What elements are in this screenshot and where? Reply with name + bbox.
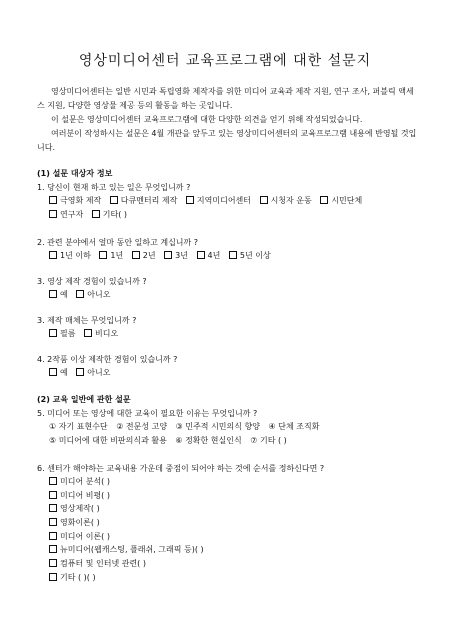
page-title: 영상미디어센터 교육프로그램에 대한 설문지 <box>78 53 372 69</box>
option-checkbox[interactable]: 아니오 <box>76 368 110 377</box>
option-checkbox[interactable]: 다큐멘터리 제작 <box>110 196 178 205</box>
checkbox-icon <box>49 545 57 553</box>
option-checkbox[interactable]: 컴퓨터 및 인터넷 관련( ) <box>37 557 427 571</box>
checkbox-icon <box>164 251 172 259</box>
option-checkbox[interactable]: 4년 <box>197 251 221 260</box>
checkbox-icon <box>49 518 57 526</box>
checkbox-icon <box>49 491 57 499</box>
question-text: 5. 미디어 또는 영상에 대한 교육이 필요한 이유는 무엇입니까 ? <box>37 409 258 418</box>
checkbox-icon <box>49 329 57 337</box>
option-checkbox[interactable]: 1년 <box>99 251 123 260</box>
checkbox-icon <box>110 196 118 204</box>
option-checkbox[interactable]: 비디오 <box>84 329 118 338</box>
checkbox-icon <box>49 573 57 581</box>
checkbox-icon <box>186 196 194 204</box>
option-checkbox[interactable]: 1년 이하 <box>49 251 91 260</box>
option-checkbox[interactable]: 미디어 분석( ) <box>37 475 427 489</box>
checkbox-icon <box>99 251 107 259</box>
checkbox-icon <box>49 368 57 376</box>
option-checkbox[interactable]: 영화이론( ) <box>37 516 427 530</box>
checkbox-icon <box>132 251 140 259</box>
question-2 <box>37 236 427 263</box>
intro-paragraph: 영상미디어센터는 일반 시민과 독립영화 제작자를 위한 미디어 교육과 제작 지원, 연구 조사, 퍼블릭 액세스 지원, 다양한 영상물 제공 등의 활동을 하는 곳입니다. <box>37 87 414 110</box>
option-item[interactable]: ⑤ 미디어에 대한 비판의식과 활용 <box>49 436 167 445</box>
option-checkbox[interactable]: 기타 ( )( ) <box>37 571 427 585</box>
question-text: 1. 당신이 현재 하고 있는 일은 무엇입니까 ? <box>37 183 191 192</box>
option-checkbox[interactable]: 극영화 제작 <box>49 196 101 205</box>
question-text: 2. 관련 분야에서 얼마 동안 일하고 계십니까 ? <box>37 238 199 247</box>
option-checkbox[interactable]: 3년 <box>164 251 188 260</box>
option-checkbox[interactable]: 미디어 비평( ) <box>37 489 427 503</box>
question-4 <box>37 353 427 380</box>
option-checkbox[interactable]: 미디어 이론( ) <box>37 530 427 544</box>
question-6 <box>37 462 427 585</box>
checkbox-icon <box>49 196 57 204</box>
option-checkbox[interactable]: 5년 이상 <box>229 251 271 260</box>
checkbox-icon <box>49 210 57 218</box>
question-5 <box>37 407 427 448</box>
checkbox-icon <box>92 210 100 218</box>
option-checkbox[interactable]: 아니오 <box>76 290 110 299</box>
intro-paragraph: 이 설문은 영상미디어센터 교육프로그램에 대한 다양한 의견을 얻기 위해 작성되었습니다. <box>51 115 363 124</box>
question-3 <box>37 275 427 302</box>
checkbox-icon <box>197 251 205 259</box>
checkbox-icon <box>260 196 268 204</box>
checkbox-icon <box>49 559 57 567</box>
checkbox-icon <box>49 251 57 259</box>
checkbox-icon <box>76 290 84 298</box>
option-checkbox[interactable]: 예 <box>49 290 68 299</box>
option-checkbox[interactable]: 예 <box>49 368 68 377</box>
option-item[interactable]: ⑥ 정확한 현실인식 <box>175 436 242 445</box>
checkbox-icon <box>76 368 84 376</box>
option-checkbox[interactable]: 2년 <box>132 251 156 260</box>
question-text: 6. 센터가 해야하는 교육내용 가운데 중점이 되어야 하는 것에 순서를 정하신다면 ? <box>37 464 325 473</box>
question-1 <box>37 181 427 222</box>
question-text: 3. 영상 제작 경험이 있습니까 ? <box>37 277 147 286</box>
option-checkbox[interactable]: 지역미디어센터 <box>186 196 251 205</box>
option-item[interactable]: ⑦ 기타 ( ) <box>250 436 287 445</box>
option-checkbox[interactable]: 필름 <box>49 329 75 338</box>
checkbox-icon <box>49 477 57 485</box>
section-heading-general: (2) 교육 일반에 관한 설문 <box>37 395 131 404</box>
option-item[interactable]: ① 자기 표현수단 <box>49 422 108 431</box>
option-checkbox[interactable]: 기타( ) <box>92 210 127 219</box>
option-item[interactable]: ④ 단체 조직화 <box>268 422 320 431</box>
checkbox-icon <box>49 290 57 298</box>
intro-paragraph: 여러분이 작성하시는 설문은 4월 개관을 앞두고 있는 영상미디어센터의 교육프로그램 내용에 반영될 것입니다. <box>37 129 417 152</box>
checkbox-icon <box>320 196 328 204</box>
checkbox-icon <box>49 504 57 512</box>
option-checkbox[interactable]: 뉴미디어(웹캐스팅, 플래쉬, 그래픽 등)( ) <box>37 543 427 557</box>
option-item[interactable]: ② 전문성 고양 <box>116 422 168 431</box>
question-text: 4. 2작품 이상 제작한 경험이 있습니까 ? <box>37 355 178 364</box>
option-item[interactable]: ③ 민주적 시민의식 향양 <box>175 422 260 431</box>
checkbox-icon <box>229 251 237 259</box>
question-3-media <box>37 314 427 341</box>
section-heading-respondent: (1) 설문 대상자 정보 <box>37 169 113 178</box>
option-checkbox[interactable]: 시청자 운동 <box>260 196 312 205</box>
intro-text <box>37 85 417 155</box>
question-text: 3. 제작 매체는 무엇입니까 ? <box>37 316 137 325</box>
option-checkbox[interactable]: 영상제작( ) <box>37 502 427 516</box>
option-checkbox[interactable]: 시민단체 <box>320 196 362 205</box>
option-checkbox[interactable]: 연구자 <box>49 210 83 219</box>
checkbox-icon <box>49 532 57 540</box>
checkbox-icon <box>84 329 92 337</box>
